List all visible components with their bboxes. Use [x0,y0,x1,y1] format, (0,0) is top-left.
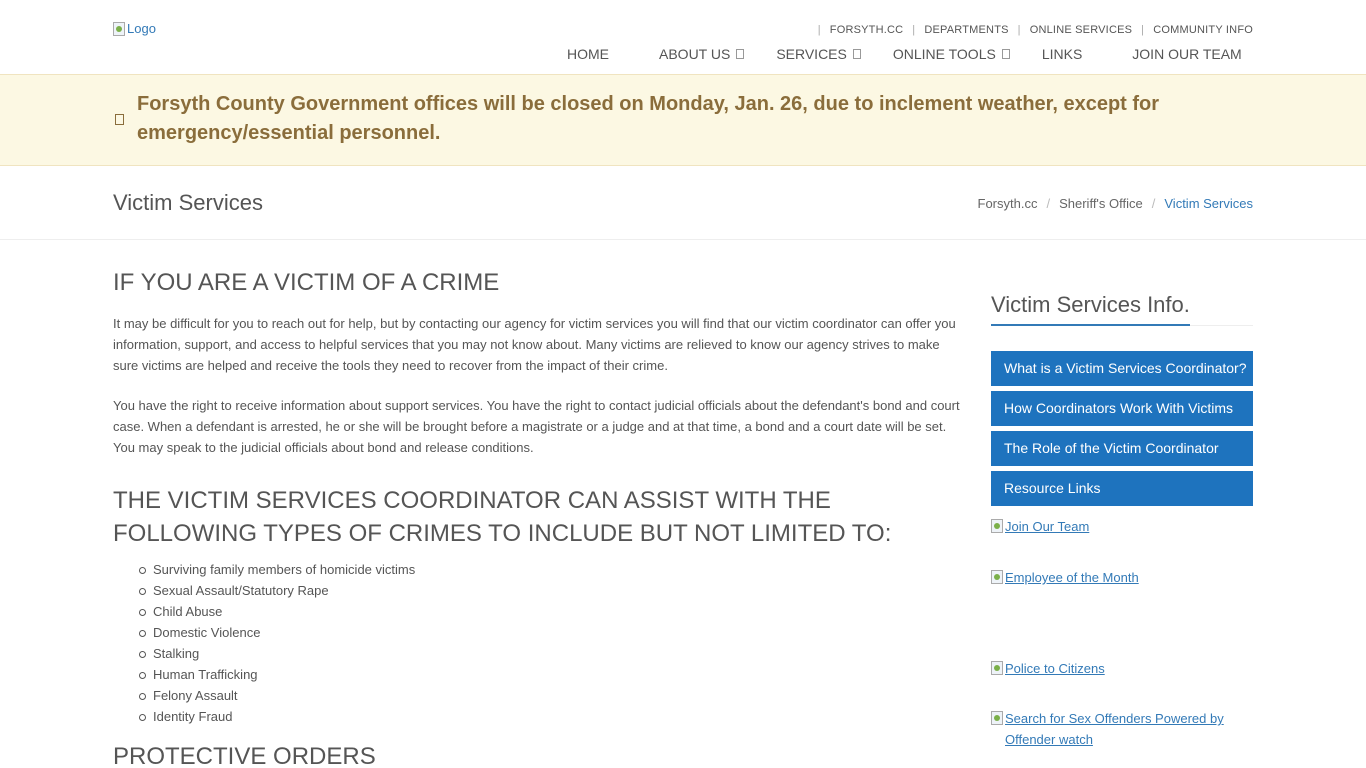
nav-services[interactable] [776,46,861,62]
heading-if-victim: IF YOU ARE A VICTIM OF A CRIME [113,269,500,296]
nav-online-tools[interactable] [893,46,1010,62]
nav-join-our-team[interactable] [1132,46,1241,62]
main-nav [567,46,1242,62]
employee-of-month-image-link[interactable] [991,567,1253,588]
image-alt-text: Police to Citizens [1005,661,1105,676]
list-item: Identity Fraud [153,706,963,727]
nav-services-label: SERVICES [776,46,847,62]
list-item: Surviving family members of homicide victims [153,559,963,580]
divider: | [912,24,916,36]
list-item: Stalking [153,643,963,664]
page-title-bar [0,166,1366,240]
image-alt-text: Search for Sex Offenders Powered by Offender watch [1005,711,1224,747]
page-title: Victim Services [113,190,263,215]
chevron-down-icon [853,49,861,59]
sidebar-button-resource-links[interactable]: Resource Links [991,471,1253,506]
broken-image-icon [991,570,1003,584]
top-link-departments[interactable]: DEPARTMENTS [924,24,1009,36]
site-logo[interactable] [113,21,156,36]
broken-image-icon [991,711,1003,725]
list-item: Felony Assault [153,685,963,706]
sidebar-title: Victim Services Info. [991,292,1190,326]
intro-paragraph: It may be difficult for you to reach out for help, but by contacting our agency for victim services you will find that our victim coordinator can offer you information, support, and access to helpful services that you may not know about. Many victims are relieved to know our agency strives to make sure victims are helped and receive the tools they need to recover from the impact of their crime. [113,316,956,373]
image-alt-text: Employee of the Month [1005,570,1139,585]
breadcrumb-separator: / [1046,196,1051,211]
nav-home[interactable] [567,46,609,62]
divider: | [817,24,821,36]
breadcrumb-forsyth[interactable]: Forsyth.cc [977,196,1038,211]
divider: | [1017,24,1021,36]
nav-links-label: LINKS [1041,46,1083,62]
logo-alt-text: Logo [127,21,156,36]
nav-join-label: JOIN OUR TEAM [1132,46,1242,62]
rights-paragraph: You have the right to receive information about support services. You have the right to contact judicial officials about the defendant's bond and court case. When a defendant is arrested, he or she will be brought before a magistrate or a judge and at that time, a bond and a court date will be set. You may speak to the judicial officials about bond and release conditions. [113,398,960,455]
join-our-team-image-link[interactable] [991,516,1253,537]
list-item: Child Abuse [153,601,963,622]
heading-crime-types: THE VICTIM SERVICES COORDINATOR CAN ASSIST WITH THE FOLLOWING TYPES OF CRIMES TO INCLUDE BUT NOT LIMITED TO: [113,487,892,547]
police-to-citizens-image-link[interactable] [991,658,1253,679]
sex-offender-search-image-link[interactable] [991,708,1253,750]
breadcrumb-current: Victim Services [1164,196,1253,211]
top-link-community-info[interactable]: COMMUNITY INFO [1153,24,1253,36]
nav-online-tools-label: ONLINE TOOLS [892,46,996,62]
nav-about-us[interactable] [659,46,744,62]
alert-icon [115,114,124,125]
site-header [0,0,1366,74]
crime-types-list [153,559,963,727]
nav-home-label: HOME [567,46,609,62]
breadcrumb-separator: / [1151,196,1156,211]
sidebar-button-how-coordinators-work[interactable]: How Coordinators Work With Victims [991,391,1253,426]
breadcrumb-sheriffs-office[interactable]: Sheriff's Office [1059,196,1143,211]
utility-nav [809,24,1253,36]
broken-image-icon [991,519,1003,533]
sidebar-button-what-is-coordinator[interactable]: What is a Victim Services Coordinator? [991,351,1253,386]
list-item: Sexual Assault/Statutory Rape [153,580,963,601]
main-content [113,266,963,768]
list-item: Domestic Violence [153,622,963,643]
sidebar-button-role-of-coordinator[interactable]: The Role of the Victim Coordinator [991,431,1253,466]
heading-protective-orders: PROTECTIVE ORDERS [113,743,376,768]
top-link-online-services[interactable]: ONLINE SERVICES [1029,24,1133,36]
broken-image-icon [113,22,125,36]
sidebar [991,292,1253,750]
list-item: Human Trafficking [153,664,963,685]
nav-links[interactable] [1042,46,1082,62]
broken-image-icon [991,661,1003,675]
divider: | [1141,24,1145,36]
alert-message: Forsyth County Government offices will be closed on Monday, Jan. 26, due to inclement weather, except for emergency/essential personnel. [137,93,1160,144]
chevron-down-icon [1002,49,1010,59]
nav-about-label: ABOUT US [659,46,731,62]
top-link-forsyth[interactable]: FORSYTH.CC [829,24,904,36]
breadcrumb [978,196,1254,211]
image-alt-text: Join Our Team [1005,519,1090,534]
chevron-down-icon [736,49,744,59]
